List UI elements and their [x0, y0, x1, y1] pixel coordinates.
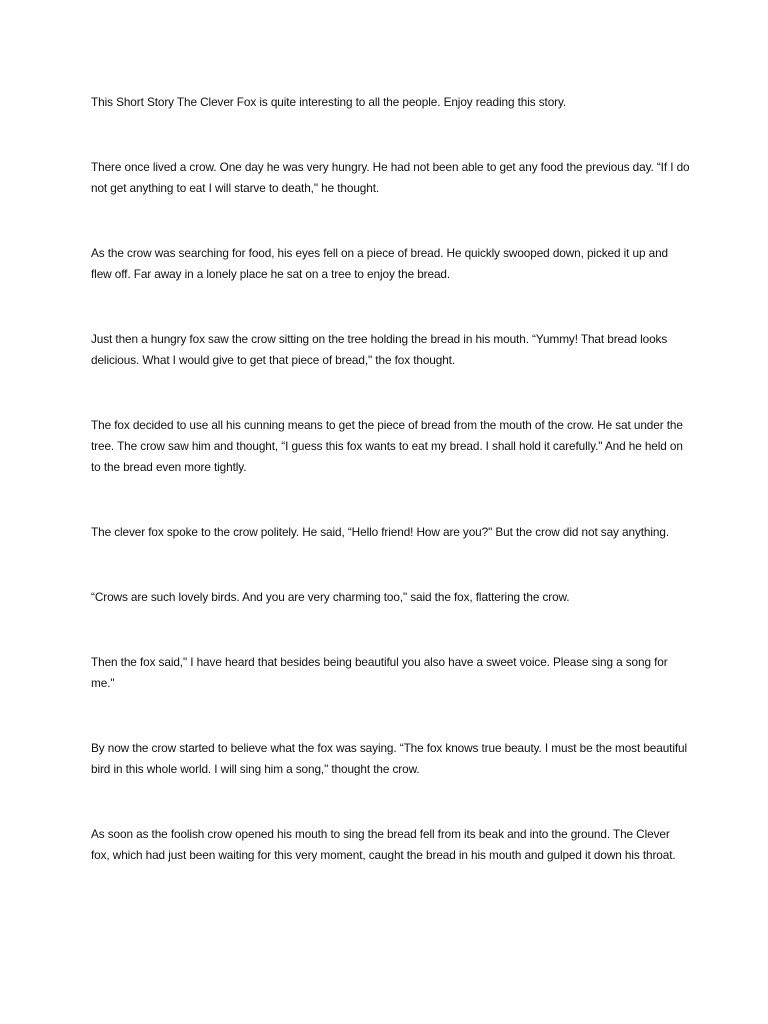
- story-paragraph: By now the crow started to believe what the fox was saying. “The fox knows true beauty. I must be the most beautiful bird in this whole world. I will sing him a song," thought the crow.: [91, 741, 688, 776]
- story-paragraph: As the crow was searching for food, his eyes fell on a piece of bread. He quickly swooped down, picked it up and flew off. Far away in a lonely place he sat on a tree to enjoy the bread.: [91, 246, 669, 281]
- story-paragraph: “Crows are such lovely birds. And you are very charming too," said the fox, flattering the crow.: [91, 590, 570, 604]
- story-paragraph: As soon as the foolish crow opened his mouth to sing the bread fell from its beak and into the ground. The Clever fox, which had just been waiting for this very moment, caught the bread in his mouth and gulped it down his throat.: [91, 827, 676, 862]
- story-body: [91, 92, 691, 910]
- story-paragraph: The fox decided to use all his cunning means to get the piece of bread from the mouth of the crow. He sat under the tree. The crow saw him and thought, “I guess this fox wants to eat my bread. I shall hold it carefully." And he held on to the bread even more tightly.: [91, 418, 683, 474]
- story-paragraph: Then the fox said," I have heard that besides being beautiful you also have a sweet voice. Please sing a song for me.": [91, 655, 668, 690]
- story-paragraph: The clever fox spoke to the crow politely. He said, “Hello friend! How are you?" But the crow did not say anything.: [91, 525, 670, 539]
- story-paragraph: Just then a hungry fox saw the crow sitting on the tree holding the bread in his mouth. “Yummy! That bread looks delicious. What I would give to get that piece of bread," the fox thought.: [91, 332, 668, 367]
- story-paragraph: There once lived a crow. One day he was very hungry. He had not been able to get any food the previous day. “If I do not get anything to eat I will starve to death," he thought.: [91, 160, 690, 195]
- story-intro-paragraph: This Short Story The Clever Fox is quite interesting to all the people. Enjoy reading this story.: [91, 95, 567, 109]
